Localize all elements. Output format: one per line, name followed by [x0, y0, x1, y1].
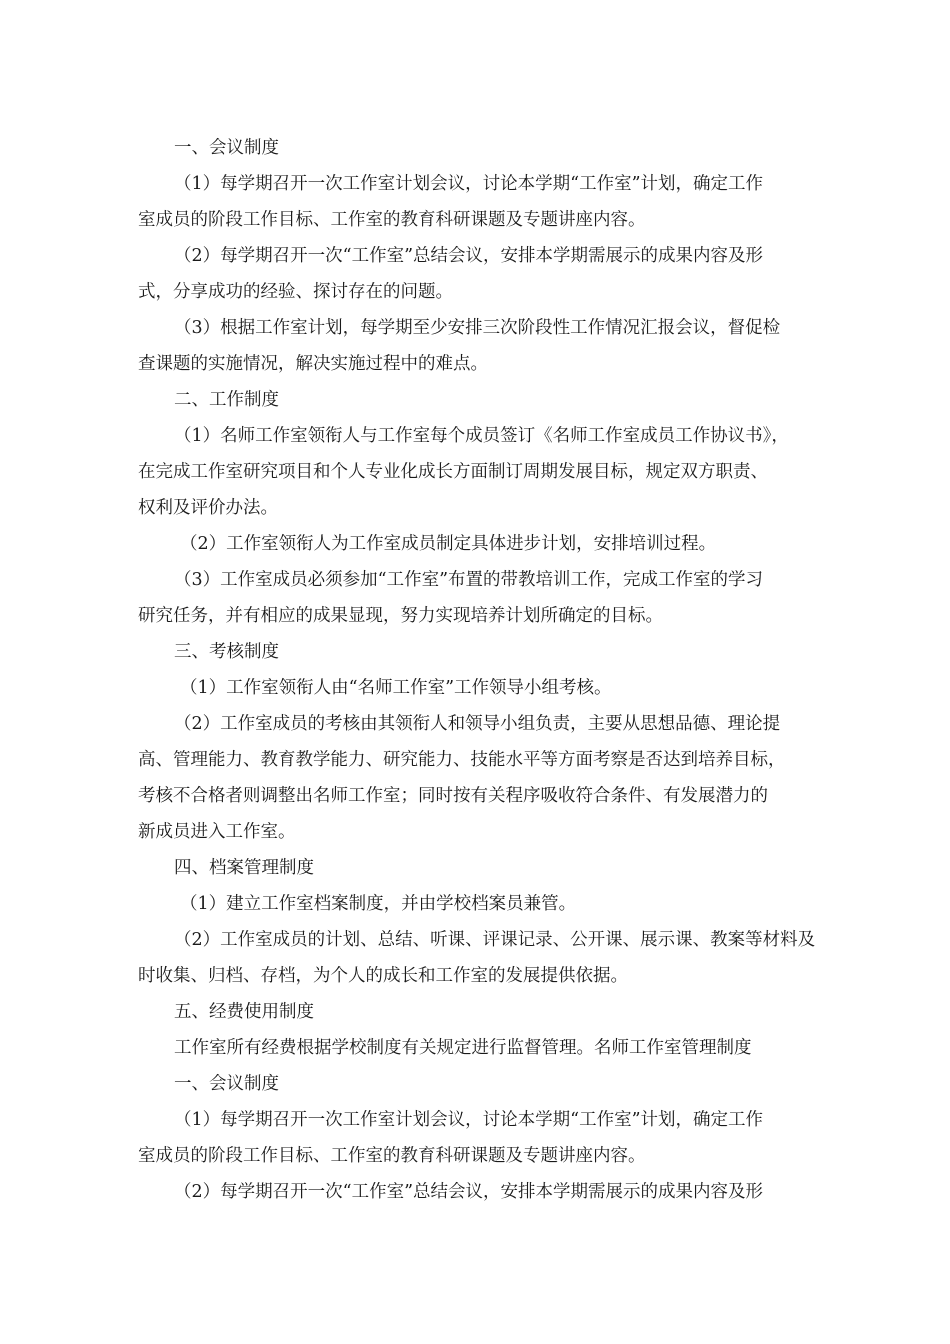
paragraph-line: （1）建立工作室档案制度，并由学校档案员兼管。 [180, 894, 577, 914]
paragraph-line: （3）工作室成员必须参加“工作室”布置的带教培训工作，完成工作室的学习 [174, 570, 764, 590]
paragraph-line: 在完成工作室研究项目和个人专业化成长方面制订周期发展目标，规定双方职责、 [138, 462, 768, 482]
paragraph-line: （2）工作室领衔人为工作室成员制定具体进步计划，安排培训过程。 [180, 534, 717, 554]
document-page [138, 130, 818, 1210]
paragraph-line: 权利及评价办法。 [138, 498, 278, 518]
paragraph-line: 新成员进入工作室。 [138, 822, 296, 842]
heading-archive-system: 四、档案管理制度 [174, 858, 314, 878]
heading-assessment-system: 三、考核制度 [174, 642, 279, 662]
heading-meeting-system-repeat: 一、会议制度 [174, 1074, 279, 1094]
paragraph-line: 室成员的阶段工作目标、工作室的教育科研课题及专题讲座内容。 [138, 1146, 646, 1166]
paragraph-line: （1）工作室领衔人由“名师工作室”工作领导小组考核。 [180, 678, 612, 698]
paragraph-line: 室成员的阶段工作目标、工作室的教育科研课题及专题讲座内容。 [138, 210, 646, 230]
heading-meeting-system: 一、会议制度 [174, 138, 279, 158]
paragraph-line: 时收集、归档、存档，为个人的成长和工作室的发展提供依据。 [138, 966, 628, 986]
heading-work-system: 二、工作制度 [174, 390, 279, 410]
paragraph-line: （1）名师工作室领衔人与工作室每个成员签订《名师工作室成员工作协议书》， [174, 426, 789, 446]
paragraph-line: （2）每学期召开一次“工作室”总结会议，安排本学期需展示的成果内容及形 [174, 246, 764, 266]
paragraph-line: （2）工作室成员的计划、总结、听课、评课记录、公开课、展示课、教案等材料及 [174, 930, 816, 950]
paragraph-line: （1）每学期召开一次工作室计划会议，讨论本学期“工作室”计划，确定工作 [174, 174, 764, 194]
paragraph-line: 考核不合格者则调整出名师工作室；同时按有关程序吸收符合条件、有发展潜力的 [138, 786, 768, 806]
paragraph-line: 工作室所有经费根据学校制度有关规定进行监督管理。名师工作室管理制度 [174, 1038, 752, 1058]
paragraph-line: 查课题的实施情况，解决实施过程中的难点。 [138, 354, 488, 374]
paragraph-line: （1）每学期召开一次工作室计划会议，讨论本学期“工作室”计划，确定工作 [174, 1110, 764, 1130]
paragraph-line: （3）根据工作室计划，每学期至少安排三次阶段性工作情况汇报会议，督促检 [174, 318, 781, 338]
heading-funding-system: 五、经费使用制度 [174, 1002, 314, 1022]
paragraph-line: （2）工作室成员的考核由其领衔人和领导小组负责，主要从思想品德、理论提 [174, 714, 781, 734]
paragraph-line: 研究任务，并有相应的成果显现，努力实现培养计划所确定的目标。 [138, 606, 663, 626]
paragraph-line: 高、管理能力、教育教学能力、研究能力、技能水平等方面考察是否达到培养目标， [138, 750, 786, 770]
paragraph-line: 式，分享成功的经验、探讨存在的问题。 [138, 282, 453, 302]
paragraph-line: （2）每学期召开一次“工作室”总结会议，安排本学期需展示的成果内容及形 [174, 1182, 764, 1202]
